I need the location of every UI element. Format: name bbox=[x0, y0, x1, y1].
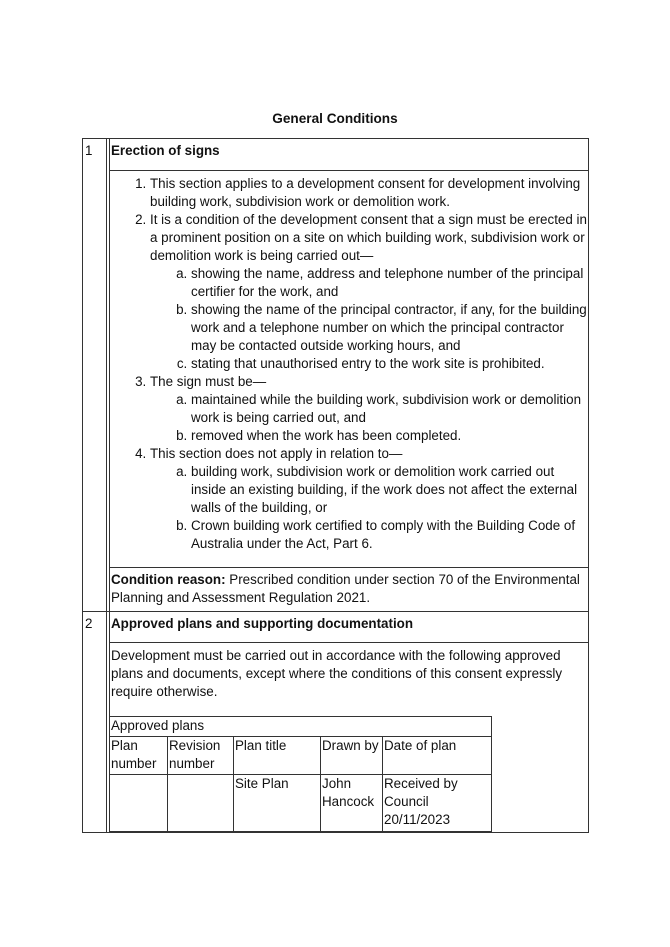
column-header: Plan title bbox=[234, 737, 321, 775]
list-item-text: The sign must be— bbox=[150, 374, 267, 389]
list-item bbox=[150, 445, 589, 553]
condition-intro: Development must be carried out in accordance with the following approved plans and documents, except where the conditions of this consent expressly require otherwise. bbox=[111, 648, 563, 699]
column-header: Revision number bbox=[168, 737, 234, 775]
sub-list-item: a. building work, subdivision work or demolition work carried out inside an existing building, if the work does not affect the external walls of the building, or bbox=[191, 463, 589, 517]
table-caption: Approved plans bbox=[110, 717, 492, 737]
condition-reason bbox=[111, 571, 585, 607]
list-item-text: This section applies to a development consent for development involving building work, subdivision work or demolition work. bbox=[150, 176, 581, 209]
row-divider bbox=[109, 170, 589, 171]
condition-reason-label: Condition reason: bbox=[111, 572, 226, 587]
table-caption-row bbox=[110, 717, 492, 737]
table-cell bbox=[110, 775, 168, 832]
list-item-text: It is a condition of the development consent that a sign must be erected in a prominent position on a site on which building work, subdivision work or demolition work is being carried out— bbox=[150, 212, 587, 263]
condition-number: 1 bbox=[85, 143, 93, 158]
list-item bbox=[150, 373, 589, 445]
condition-reason-text: Prescribed condition under section 70 of the Environmental Planning and Assessment Regulation 2021. bbox=[111, 572, 580, 605]
sub-list-item: b. removed when the work has been completed. bbox=[191, 427, 589, 445]
sub-list bbox=[150, 463, 589, 553]
sub-list-item: a. showing the name, address and telephone number of the principal certifier for the work, and bbox=[191, 265, 589, 301]
row-divider bbox=[82, 611, 589, 612]
list-item bbox=[150, 211, 589, 373]
list-item-text: This section does not apply in relation to— bbox=[150, 446, 403, 461]
condition-body bbox=[111, 175, 589, 553]
sub-list-item: b. showing the name of the principal contractor, if any, for the building work and a telephone number on which the principal contractor may be contacted outside working hours, and bbox=[191, 301, 589, 355]
table-cell bbox=[168, 775, 234, 832]
table-header-row bbox=[110, 737, 492, 775]
row-divider bbox=[109, 567, 589, 568]
sub-list bbox=[150, 391, 589, 445]
condition-number: 2 bbox=[85, 616, 93, 631]
sub-list-item: b. Crown building work certified to comply with the Building Code of Australia under the Act, Part 6. bbox=[191, 517, 589, 553]
column-header: Date of plan bbox=[383, 737, 492, 775]
condition-heading: Approved plans and supporting documentation bbox=[111, 616, 414, 631]
list-item bbox=[150, 175, 589, 211]
approved-plans-table bbox=[109, 716, 492, 832]
row-divider bbox=[109, 642, 589, 643]
sub-list-item: c. stating that unauthorised entry to the work site is prohibited. bbox=[191, 355, 589, 373]
column-divider bbox=[106, 138, 107, 833]
table-cell: Received by Council 20/11/2023 bbox=[383, 775, 492, 832]
page-title: General Conditions bbox=[272, 111, 398, 126]
condition-heading: Erection of signs bbox=[111, 143, 220, 158]
table-cell: Site Plan bbox=[234, 775, 321, 832]
sub-list-item: a. maintained while the building work, subdivision work or demolition work is being carried out, and bbox=[191, 391, 589, 427]
table-cell: John Hancock bbox=[321, 775, 383, 832]
table-row bbox=[110, 775, 492, 832]
condition-list bbox=[111, 175, 589, 553]
sub-list bbox=[150, 265, 589, 373]
column-header: Plan number bbox=[110, 737, 168, 775]
column-header: Drawn by bbox=[321, 737, 383, 775]
